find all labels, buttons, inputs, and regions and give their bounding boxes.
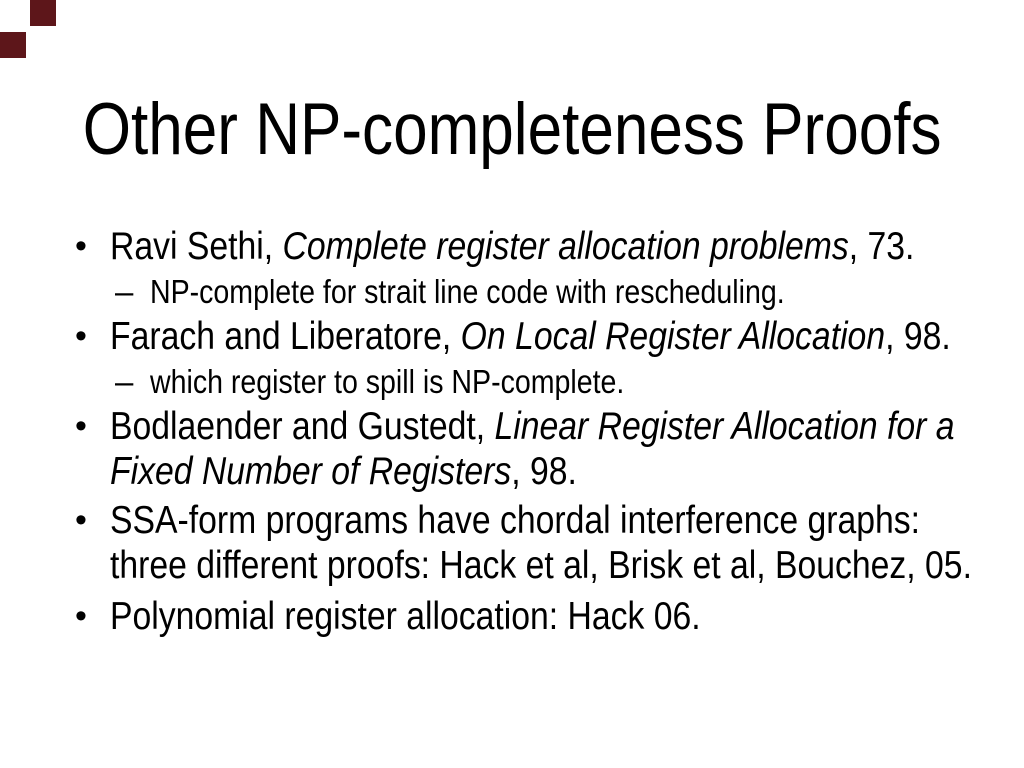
bullet-icon: •	[75, 501, 87, 539]
line-text	[110, 594, 701, 639]
corner-decoration-square-1	[30, 0, 56, 26]
text-segment: Polynomial register allocation: Hack 06.	[110, 595, 701, 638]
bullet-line	[70, 404, 1000, 449]
corner-decoration-square-2	[0, 32, 26, 58]
text-segment: Bodlaender and Gustedt,	[110, 405, 495, 448]
line-text	[150, 359, 624, 404]
citation-title-segment: Complete register allocation problems	[282, 225, 849, 268]
text-segment: , 73.	[848, 225, 915, 268]
bullet-line	[70, 314, 1000, 359]
text-segment: three different proofs: Hack et al, Brisk et al, Bouchez, 05.	[110, 544, 972, 587]
line-text	[110, 543, 972, 588]
text-segment: Ravi Sethi,	[110, 225, 283, 268]
text-segment: Farach and Liberatore,	[110, 315, 461, 358]
sub-bullet-line	[70, 269, 1000, 314]
bullet-line	[70, 594, 1000, 639]
line-text	[150, 269, 785, 314]
line-text	[110, 498, 920, 543]
line-text	[110, 404, 955, 449]
bullet-icon: •	[75, 317, 87, 355]
slide-title: Other NP-completeness Proofs	[82, 89, 942, 170]
text-segment: NP-complete for strait line code with rescheduling.	[150, 273, 785, 310]
citation-title-segment: On Local Register Allocation	[460, 315, 886, 358]
slide-body	[70, 224, 1000, 639]
text-segment: , 98.	[885, 315, 951, 358]
line-text	[110, 314, 951, 359]
bullet-icon: •	[75, 407, 87, 445]
citation-title-segment: Linear Register Allocation for a	[494, 405, 955, 448]
bullet-line	[70, 498, 1000, 543]
bullet-icon: •	[75, 597, 87, 635]
slide-title-wrap	[0, 86, 1024, 174]
line-text	[110, 449, 577, 494]
bullet-icon: •	[75, 227, 87, 265]
continuation-line	[70, 449, 1000, 494]
dash-icon: –	[115, 363, 134, 400]
text-segment: SSA-form programs have chordal interference graphs:	[110, 499, 921, 542]
text-segment: which register to spill is NP-complete.	[150, 363, 625, 400]
sub-bullet-line	[70, 359, 1000, 404]
line-text	[110, 224, 914, 269]
continuation-line	[70, 543, 1000, 588]
citation-title-segment: Fixed Number of Registers	[110, 450, 512, 493]
bullet-line	[70, 224, 1000, 269]
text-segment: , 98.	[511, 450, 577, 493]
dash-icon: –	[115, 273, 134, 310]
